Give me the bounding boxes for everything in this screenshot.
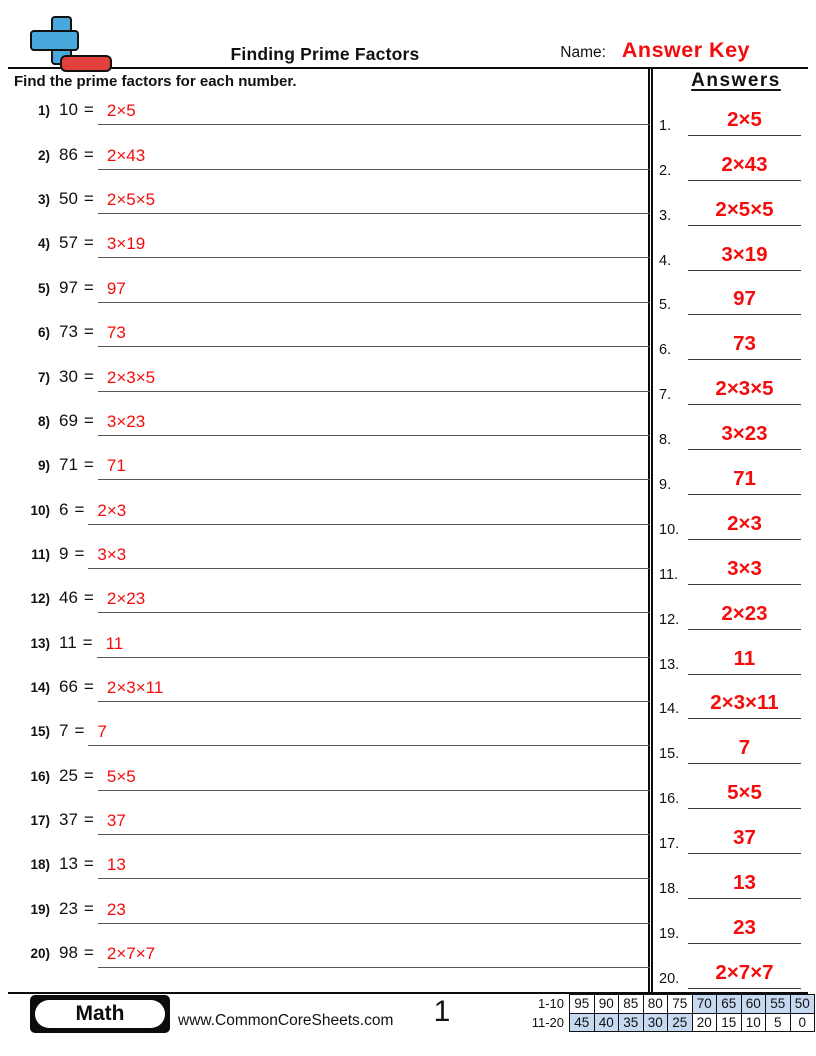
equals-sign: = [83,677,94,697]
score-cell: 75 [668,995,693,1014]
problem-row [14,125,650,169]
answer-row [652,271,816,316]
score-cell: 20 [692,1013,717,1032]
equals-sign: = [83,100,94,120]
score-table-row [520,1013,815,1032]
answer-number: 9. [659,477,672,494]
answer-blank-line [688,826,801,854]
score-cell: 95 [570,995,595,1014]
score-cell: 85 [619,995,644,1014]
score-cell: 5 [766,1013,791,1032]
answer-blank-line [97,627,650,658]
answer-value: 2×23 [721,601,768,625]
answer-value: 97 [733,287,756,311]
problem-answer: 7 [97,722,107,742]
answer-blank-line [688,647,801,675]
problem-answer: 3×3 [97,544,127,564]
equals-sign: = [83,189,94,209]
answer-blank-line [98,671,650,702]
problem-number: 9) [37,458,50,474]
problem-number: 6) [37,325,50,341]
problem-row [14,879,650,923]
answer-value: 13 [733,871,756,895]
answer-blank-line [688,287,801,315]
problem-value: 23 [59,898,78,918]
problem-number: 13) [30,635,50,651]
answer-value: 5×5 [727,781,762,805]
answer-blank-line [98,227,650,258]
score-cell: 15 [717,1013,742,1032]
problem-row [14,525,650,569]
answer-number: 13. [659,656,680,673]
problem-number: 19) [30,901,50,917]
problem-value: 13 [59,854,78,874]
answer-row [652,405,816,450]
answer-row [652,136,816,181]
answer-row [652,181,816,226]
score-table [520,994,815,1032]
problem-value: 98 [59,943,78,963]
problem-number: 2) [37,147,50,163]
answer-row [652,854,816,899]
problem-value: 9 [59,543,69,563]
problem-answer: 2×43 [106,145,146,165]
score-cell: 90 [594,995,619,1014]
problem-row [14,81,650,125]
answer-value: 11 [733,646,756,670]
score-cell: 70 [692,995,717,1014]
problem-row [14,835,650,879]
problem-answer: 2×7×7 [106,944,156,964]
page-number: 1 [433,995,451,1028]
answer-row [652,719,816,764]
problem-number: 4) [37,236,50,252]
answer-row [652,495,816,540]
problem-value: 11 [59,632,77,652]
equals-sign: = [83,943,94,963]
problem-number: 11) [31,546,50,562]
answer-number: 18. [659,881,680,898]
equals-sign: = [83,233,94,253]
answer-number: 3. [659,207,672,224]
answer-value: 3×23 [721,422,768,446]
answer-blank-line [688,422,801,450]
score-cell: 50 [790,995,815,1014]
answer-number: 19. [659,925,680,942]
problem-answer: 3×19 [106,234,146,254]
answer-blank-line [688,198,801,226]
answer-value: 2×5×5 [715,197,774,221]
score-cell: 55 [766,995,791,1014]
answer-blank-line [688,467,801,495]
problem-row [14,347,650,391]
answer-blank-line [688,243,801,271]
problem-value: 10 [59,100,78,120]
answer-row [652,315,816,360]
answer-blank-line [688,781,801,809]
problem-value: 30 [59,366,78,386]
score-cell: 45 [570,1013,595,1032]
problem-answer: 2×3 [97,500,127,520]
score-cell: 65 [717,995,742,1014]
answer-row [652,540,816,585]
answer-blank-line [98,316,650,347]
problem-value: 25 [59,765,78,785]
answer-blank-line [688,377,801,405]
problem-number: 15) [30,724,50,740]
answer-number: 8. [659,432,672,449]
problem-row [14,746,650,790]
problem-row [14,214,650,258]
answer-number: 5. [659,297,672,314]
problem-number: 14) [30,680,50,696]
answer-blank-line [688,736,801,764]
answer-blank-line [98,361,650,392]
answer-blank-line [98,449,650,480]
problem-number: 17) [30,813,50,829]
problem-answer: 2×23 [106,589,146,609]
problem-row [14,392,650,436]
problem-row [14,436,650,480]
answer-value: 2×43 [721,152,768,176]
answer-blank-line [688,557,801,585]
equals-sign: = [83,455,94,475]
equals-sign: = [74,543,85,563]
problem-number: 20) [30,946,50,962]
score-cell: 35 [619,1013,644,1032]
answer-value: 3×3 [727,556,762,580]
equals-sign: = [83,366,94,386]
answer-blank-line [688,871,801,899]
answer-value: 2×3×5 [715,377,774,401]
answer-row [652,809,816,854]
answer-blank-line [688,153,801,181]
answer-blank-line [88,494,650,525]
answer-number: 12. [659,611,680,628]
answer-row [652,226,816,271]
answer-number: 20. [659,970,680,987]
equals-sign: = [83,765,94,785]
answer-row [652,91,816,136]
score-cell: 0 [790,1013,815,1032]
equals-sign: = [74,721,85,741]
instruction-text: Find the prime factors for each number. [14,73,297,90]
answer-number: 14. [659,701,680,718]
answers-list [652,91,816,989]
problem-value: 37 [59,810,78,830]
answer-number: 2. [659,162,672,179]
score-cell: 80 [643,995,668,1014]
problem-number: 16) [30,768,50,784]
plus-icon-center [54,33,69,48]
equals-sign: = [83,588,94,608]
answer-row [652,450,816,495]
score-range-label: 11-20 [531,1014,564,1030]
problem-number: 7) [37,369,50,385]
problem-row [14,170,650,214]
problem-value: 69 [59,410,78,430]
problem-value: 6 [59,499,69,519]
answer-blank-line [98,804,650,835]
problem-value: 7 [59,721,69,741]
answer-row [652,585,816,630]
answer-number: 4. [659,252,672,269]
problem-row [14,303,650,347]
score-range-label: 1-10 [537,996,564,1012]
name-label: Name: [560,44,606,61]
problem-number: 5) [37,280,50,296]
answer-row [652,944,816,989]
problem-value: 50 [59,189,78,209]
answer-row [652,630,816,675]
answer-blank-line [98,183,650,214]
answer-blank-line [88,538,650,569]
answer-row [652,675,816,720]
answer-blank-line [98,582,650,613]
problems-list [14,81,650,968]
answer-value: 3×19 [721,242,768,266]
answer-key-label: Answer Key [621,38,750,62]
answer-number: 15. [659,746,680,763]
subject-badge-label: Math [35,1000,165,1028]
problem-row [14,658,650,702]
problem-row [14,702,650,746]
problem-answer: 97 [106,278,126,298]
problem-number: 3) [37,192,50,208]
problem-value: 66 [59,677,78,697]
problem-row [14,480,650,524]
answer-value: 71 [733,467,756,491]
answer-blank-line [688,602,801,630]
problem-answer: 3×23 [106,411,146,431]
answer-blank-line [98,405,650,436]
problem-value: 46 [59,588,78,608]
problem-answer: 37 [106,811,126,831]
answer-value: 2×7×7 [715,960,774,984]
answer-blank-line [688,691,801,719]
equals-sign: = [83,898,94,918]
problem-answer: 2×3×11 [106,678,164,698]
answer-blank-line [98,937,650,968]
answer-blank-line [688,512,801,540]
answer-number: 10. [659,521,680,538]
score-cell: 25 [668,1013,693,1032]
problem-row [14,613,650,657]
problem-answer: 2×5 [106,101,136,121]
problem-number: 18) [30,857,50,873]
answer-blank-line [98,272,650,303]
answer-number: 11. [659,566,679,583]
equals-sign: = [83,854,94,874]
answer-blank-line [88,715,650,746]
equals-sign: = [83,410,94,430]
problem-number: 10) [30,502,50,518]
answer-blank-line [98,94,650,125]
answer-number: 6. [659,342,672,359]
problem-row [14,258,650,302]
answer-value: 23 [733,915,756,939]
answer-value: 2×3 [727,511,762,535]
answer-number: 16. [659,791,680,808]
problem-row [14,791,650,835]
problem-answer: 23 [106,899,126,919]
answer-blank-line [98,893,650,924]
answer-number: 7. [659,387,672,404]
answer-number: 17. [659,836,680,853]
answer-row [652,899,816,944]
page-title: Finding Prime Factors [230,44,420,64]
answer-number: 1. [659,117,672,134]
website-url: www.CommonCoreSheets.com [178,1012,394,1029]
problem-number: 12) [30,591,50,607]
problem-answer: 11 [105,633,124,653]
answer-row [652,360,816,405]
answer-blank-line [98,139,650,170]
problem-answer: 2×3×5 [106,367,156,387]
answer-blank-line [98,760,650,791]
equals-sign: = [83,322,94,342]
equals-sign: = [82,632,93,652]
score-cell: 60 [741,995,766,1014]
equals-sign: = [83,277,94,297]
answer-blank-line [688,961,801,989]
name-row [560,38,750,63]
commoncoresheets-logo [30,16,110,74]
problem-value: 71 [59,455,78,475]
score-cell: 40 [594,1013,619,1032]
problem-value: 86 [59,144,78,164]
problem-value: 73 [59,322,78,342]
answer-blank-line [688,916,801,944]
subject-badge [30,995,170,1033]
problem-answer: 13 [106,855,126,875]
problem-number: 8) [37,413,50,429]
problem-answer: 73 [106,323,126,343]
minus-icon [60,55,112,72]
score-cell: 10 [741,1013,766,1032]
answer-blank-line [98,848,650,879]
answer-value: 2×5 [727,107,762,131]
problem-answer: 5×5 [106,766,136,786]
answer-value: 73 [733,332,756,356]
answer-value: 2×3×11 [710,691,779,715]
score-table-body [520,995,815,1032]
answer-value: 37 [733,826,756,850]
problem-number: 1) [37,103,50,119]
answer-row [652,764,816,809]
problem-answer: 71 [106,456,126,476]
problem-row [14,924,650,968]
problem-row [14,569,650,613]
header-divider-line [8,67,808,69]
score-cell: 30 [643,1013,668,1032]
problem-value: 57 [59,233,78,253]
score-table-row [520,995,815,1014]
problem-value: 97 [59,277,78,297]
answer-value: 7 [738,736,751,760]
answer-blank-line [688,108,801,136]
equals-sign: = [83,144,94,164]
equals-sign: = [83,810,94,830]
equals-sign: = [74,499,85,519]
answer-blank-line [688,332,801,360]
answers-title: Answers [691,70,781,91]
problem-answer: 2×5×5 [106,190,156,210]
